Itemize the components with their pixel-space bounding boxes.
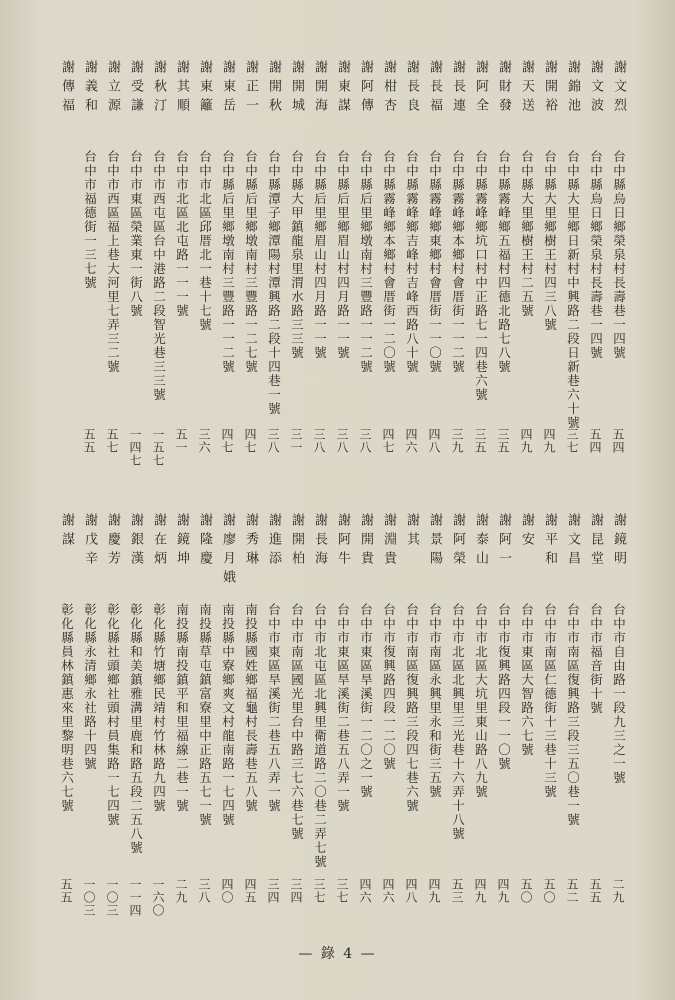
entry-name: 謝文烈 bbox=[611, 60, 626, 117]
entry-name: 謝立源 bbox=[105, 60, 120, 117]
entry-name: 謝廖月娥 bbox=[220, 513, 235, 589]
entry-name: 謝長海 bbox=[312, 513, 327, 570]
entry-number: 一〇三 bbox=[82, 878, 96, 917]
entry-number: 二九 bbox=[611, 878, 625, 904]
entry-number: 一四七 bbox=[128, 428, 142, 467]
entry-name: 謝銀漢 bbox=[128, 513, 143, 570]
entry-name: 謝開柏 bbox=[289, 513, 304, 570]
entry-name: 謝東岳 bbox=[220, 60, 235, 117]
entry-name: 謝淵貴 bbox=[381, 513, 396, 570]
entry-number: 五四 bbox=[588, 428, 602, 454]
entry-number: 二九 bbox=[174, 878, 188, 904]
entry-number: 五一 bbox=[174, 428, 188, 454]
entry-address: 台中縣霧峰鄉本鄉村會厝街一二〇號 bbox=[381, 150, 397, 374]
entry-number: 三一 bbox=[289, 428, 303, 454]
entry-address: 台中縣后里鄉墩南村三豐路一一二號 bbox=[220, 150, 236, 374]
entry-address: 台中縣大里鄉樹王村二五號 bbox=[519, 150, 535, 318]
entry-number: 三七 bbox=[312, 878, 326, 904]
entry-name: 謝謀 bbox=[59, 513, 74, 551]
entry-address: 彰化縣竹塘鄉民靖村竹林路九四號 bbox=[151, 603, 167, 813]
entry-number: 三五 bbox=[496, 428, 510, 454]
entry-address: 台中市復興路四段一一〇號 bbox=[496, 603, 512, 771]
entry-number: 一〇三 bbox=[105, 878, 119, 917]
entry-address: 台中縣霧峰鄉坑口村中正路七一四巷六號 bbox=[473, 150, 489, 402]
entry-address: 台中市北屯區北興里衛道路二〇巷二弄七號 bbox=[312, 603, 328, 869]
entry-number: 三八 bbox=[312, 428, 326, 454]
entry-address: 台中市福德街一三七號 bbox=[82, 150, 98, 290]
entry-name: 謝鏡明 bbox=[611, 513, 626, 570]
entry-number: 三五 bbox=[473, 428, 487, 454]
entry-name: 謝安 bbox=[519, 513, 534, 551]
entry-name: 謝開裕 bbox=[542, 60, 557, 117]
entry-name: 謝其 bbox=[404, 513, 419, 551]
entry-address: 台中市南區復興路三段三五〇巷一號 bbox=[565, 603, 581, 827]
entry-number: 四九 bbox=[519, 428, 533, 454]
entry-name: 謝正一 bbox=[243, 60, 258, 117]
entry-number: 四八 bbox=[427, 428, 441, 454]
entry-number: 四九 bbox=[427, 878, 441, 904]
page-footer: — 錄 4 — bbox=[298, 946, 377, 962]
entry-name: 謝財發 bbox=[496, 60, 511, 117]
entry-name: 謝錦池 bbox=[565, 60, 580, 117]
entry-address: 台中市北區大坑里東山路八九號 bbox=[473, 603, 489, 799]
entry-number: 三七 bbox=[335, 878, 349, 904]
entry-number: 一五七 bbox=[151, 428, 165, 467]
entry-name: 謝天送 bbox=[519, 60, 534, 117]
entry-name: 謝慶芳 bbox=[105, 513, 120, 570]
entry-name: 謝阿全 bbox=[473, 60, 488, 117]
entry-number: 五二 bbox=[565, 878, 579, 904]
entry-name: 謝阿牛 bbox=[335, 513, 350, 570]
entry-address: 台中縣烏日鄉榮泉村長壽巷一四號 bbox=[611, 150, 627, 360]
entry-address: 台中縣霧峰鄉五福村四德北路七八號 bbox=[496, 150, 512, 374]
entry-name: 謝阿傳 bbox=[358, 60, 373, 117]
entry-address: 台中市西屯區台中港路二段智光巷三三號 bbox=[151, 150, 167, 402]
entry-name: 謝開城 bbox=[289, 60, 304, 117]
entry-name: 謝阿榮 bbox=[450, 513, 465, 570]
entry-name: 謝平和 bbox=[542, 513, 557, 570]
entry-address: 台中縣霧峰鄉東鄉村會厝街一一〇號 bbox=[427, 150, 443, 374]
entry-number: 三四 bbox=[289, 878, 303, 904]
entry-number: 五五 bbox=[588, 878, 602, 904]
entry-address: 台中市西區福上巷大河里七弄三二號 bbox=[105, 150, 121, 374]
entry-address: 台中縣烏日鄉榮泉村長壽巷一四號 bbox=[588, 150, 604, 360]
entry-name: 謝長良 bbox=[404, 60, 419, 117]
entry-name: 謝進添 bbox=[266, 513, 281, 570]
entry-number: 一六〇 bbox=[151, 878, 165, 917]
entry-address: 台中市南區永興里永和街三五號 bbox=[427, 603, 443, 799]
entry-address: 彰化縣永清鄉永社路十四號 bbox=[82, 603, 98, 771]
entry-address: 台中縣霧峰鄉吉峰村吉峰西路八十號 bbox=[404, 150, 420, 374]
entry-name: 謝戊辛 bbox=[82, 513, 97, 570]
entry-address: 台中縣霧峰鄉本鄉村會厝街一一二號 bbox=[450, 150, 466, 374]
entry-name: 謝東謀 bbox=[335, 60, 350, 117]
entry-number: 四九 bbox=[473, 878, 487, 904]
entry-address: 台中市南區國光里台中路三七六巷七號 bbox=[289, 603, 305, 841]
entry-number: 五三 bbox=[450, 878, 464, 904]
entry-number: 四六 bbox=[358, 878, 372, 904]
entry-name: 謝受謙 bbox=[128, 60, 143, 117]
entry-name: 謝秋汀 bbox=[151, 60, 166, 117]
entry-address: 南投縣國姓鄉福龜村長壽巷五八號 bbox=[243, 603, 259, 813]
entry-number: 三八 bbox=[266, 428, 280, 454]
entry-address: 彰化縣和美鎮雅溝里鹿和路五段二五八號 bbox=[128, 603, 144, 855]
entry-number: 三九 bbox=[450, 428, 464, 454]
entry-number: 一一四 bbox=[128, 878, 142, 917]
entry-name: 謝秀琳 bbox=[243, 513, 258, 570]
entry-number: 四七 bbox=[220, 428, 234, 454]
entry-name: 謝文昌 bbox=[565, 513, 580, 570]
entry-address: 台中市北區邱厝北一巷十七號 bbox=[197, 150, 213, 332]
entry-address: 台中市復興路四段一二〇號 bbox=[381, 603, 397, 771]
entry-address: 台中市東區大智路六七號 bbox=[519, 603, 535, 757]
entry-name: 謝其順 bbox=[174, 60, 189, 117]
entry-address: 台中市南區復興路三段四七巷六號 bbox=[404, 603, 420, 813]
entry-name: 謝在炳 bbox=[151, 513, 166, 570]
entry-address: 台中縣后里鄉墩南村三豐路一二七號 bbox=[243, 150, 259, 374]
entry-name: 謝文波 bbox=[588, 60, 603, 117]
entry-address: 台中市東區榮業東一街八號 bbox=[128, 150, 144, 318]
entry-number: 五七 bbox=[105, 428, 119, 454]
entry-number: 三八 bbox=[358, 428, 372, 454]
entry-number: 四五 bbox=[243, 878, 257, 904]
entry-number: 五五 bbox=[82, 428, 96, 454]
entry-name: 謝開貴 bbox=[358, 513, 373, 570]
entry-address: 台中市東區旱溪街二巷五八弄一號 bbox=[266, 603, 282, 813]
entry-number: 五四 bbox=[611, 428, 625, 454]
entry-address: 台中市東區旱溪街一二〇之一號 bbox=[358, 603, 374, 799]
entry-address: 台中縣大里鄉日新村中興路二段日新巷六十號 bbox=[565, 150, 581, 430]
entry-name: 謝隆慶 bbox=[197, 513, 212, 570]
entry-address: 台中縣潭子鄉潭陽村潭興路二段十四巷一號 bbox=[266, 150, 282, 416]
entry-number: 三七 bbox=[565, 428, 579, 454]
entry-address: 台中縣大里鄉樹王村四三八號 bbox=[542, 150, 558, 332]
entry-name: 謝昆堂 bbox=[588, 513, 603, 570]
entry-number: 三四 bbox=[266, 878, 280, 904]
entry-number: 五〇 bbox=[542, 878, 556, 904]
entry-address: 台中市北區北興里三光巷十六弄十八號 bbox=[450, 603, 466, 841]
entry-number: 四七 bbox=[243, 428, 257, 454]
entry-number: 五〇 bbox=[519, 878, 533, 904]
entry-name: 謝義和 bbox=[82, 60, 97, 117]
entry-name: 謝長連 bbox=[450, 60, 465, 117]
entry-name: 謝東籬 bbox=[197, 60, 212, 117]
entry-address: 彰化縣社頭鄉社頭村員集路一七四號 bbox=[105, 603, 121, 827]
entry-address: 台中市南區仁德街十三巷十三號 bbox=[542, 603, 558, 799]
entry-number: 四八 bbox=[404, 878, 418, 904]
entry-number: 四七 bbox=[381, 428, 395, 454]
entry-address: 台中縣后里鄉墩南村三豐路一一二號 bbox=[358, 150, 374, 374]
entry-number: 四九 bbox=[542, 428, 556, 454]
entry-name: 謝長福 bbox=[427, 60, 442, 117]
entry-name: 謝開秋 bbox=[266, 60, 281, 117]
entry-name: 謝柑杏 bbox=[381, 60, 396, 117]
entry-number: 四六 bbox=[381, 878, 395, 904]
entry-name: 謝開海 bbox=[312, 60, 327, 117]
entry-number: 四〇 bbox=[220, 878, 234, 904]
entry-name: 謝傳福 bbox=[59, 60, 74, 117]
entry-number: 三六 bbox=[197, 428, 211, 454]
entry-address: 南投縣草屯鎮富寮里中正路五七一號 bbox=[197, 603, 213, 827]
entry-number: 三八 bbox=[335, 428, 349, 454]
entry-number: 四九 bbox=[496, 878, 510, 904]
entry-name: 謝鏡坤 bbox=[174, 513, 189, 570]
entry-address: 台中縣后里鄉眉山村四月路一一號 bbox=[335, 150, 351, 360]
entry-address: 台中市福音街十號 bbox=[588, 603, 604, 715]
entry-number: 四六 bbox=[404, 428, 418, 454]
entry-address: 台中市北區北屯路一一一號 bbox=[174, 150, 190, 318]
entry-address: 台中市東區旱溪街二巷五八弄一號 bbox=[335, 603, 351, 813]
entry-address: 台中縣后里鄉眉山村四月路一一號 bbox=[312, 150, 328, 360]
entry-name: 謝景陽 bbox=[427, 513, 442, 570]
entry-name: 謝阿一 bbox=[496, 513, 511, 570]
entry-address: 台中市自由路一段九三之一號 bbox=[611, 603, 627, 785]
entry-address: 南投縣南投鎮平和里福線二巷一號 bbox=[174, 603, 190, 813]
entry-name: 謝泰山 bbox=[473, 513, 488, 570]
entry-number: 三八 bbox=[197, 878, 211, 904]
entry-address: 南投縣中寮鄉爽文村龍南路一七四號 bbox=[220, 603, 236, 827]
entry-address: 台中縣大甲鎮龍泉里渭水路三三號 bbox=[289, 150, 305, 360]
entry-number: 五五 bbox=[59, 878, 73, 904]
entry-address: 彰化縣員林鎮惠來里黎明巷六七號 bbox=[59, 603, 75, 813]
